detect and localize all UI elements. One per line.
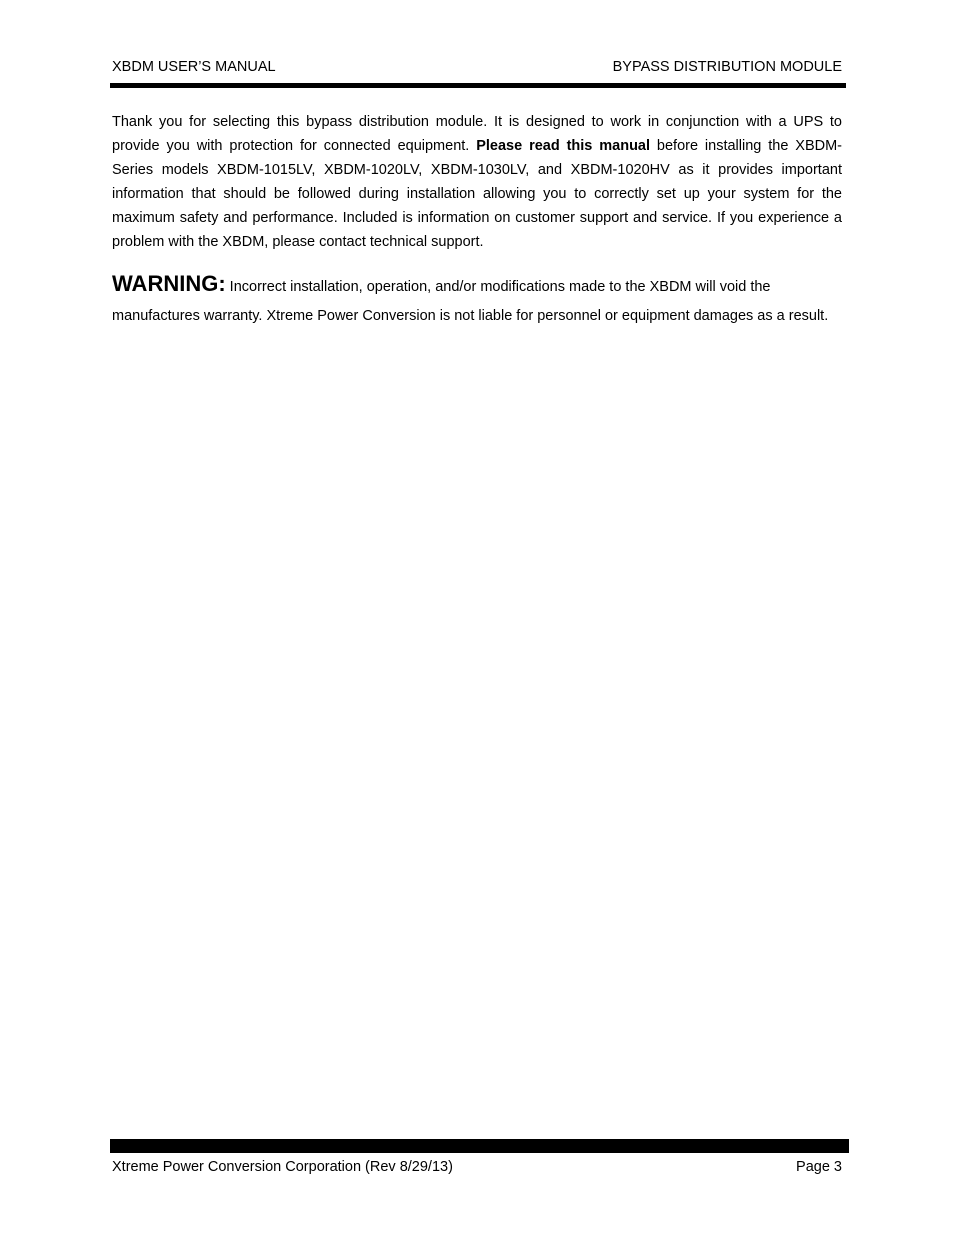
footer-divider — [110, 1139, 849, 1153]
warning-first-line — [112, 270, 842, 304]
intro-paragraph — [112, 110, 842, 254]
header-manual-title: XBDM USER’S MANUAL — [112, 59, 276, 75]
warning-text-rest: manufactures warranty. Xtreme Power Conversion is not liable for personnel or equipment damages as a result. — [112, 308, 829, 324]
header-divider — [110, 83, 846, 88]
footer-page-number: Page 3 — [796, 1159, 842, 1175]
page-footer — [112, 1157, 842, 1177]
intro-emphasis: Please read this manual — [476, 138, 651, 154]
warning-paragraph — [112, 270, 842, 328]
intro-text-start: Thank you for selecting this bypass distribution module. It is designed to work in conjunction with a UPS to provide you with protection for connected equipment. — [112, 114, 842, 154]
intro-text-end: before installing the XBDM-Series models XBDM-1015LV, XBDM-1020LV, XBDM-1030LV, and XBDM-1020HV as it provides important information that should be followed during installation allowing you to correctly set up your system for the maximum safety and performance. Included is information on customer support and service. If you experience a problem with the XBDM, please contact technical support. — [112, 138, 843, 250]
warning-label: WARNING: — [112, 271, 226, 296]
warning-text-line1: Incorrect installation, operation, and/or modifications made to the XBDM will void the — [225, 279, 771, 295]
page-header — [112, 57, 842, 77]
footer-company-revision: Xtreme Power Conversion Corporation (Rev 8/29/13) — [112, 1159, 453, 1175]
header-module-title: BYPASS DISTRIBUTION MODULE — [612, 59, 842, 75]
